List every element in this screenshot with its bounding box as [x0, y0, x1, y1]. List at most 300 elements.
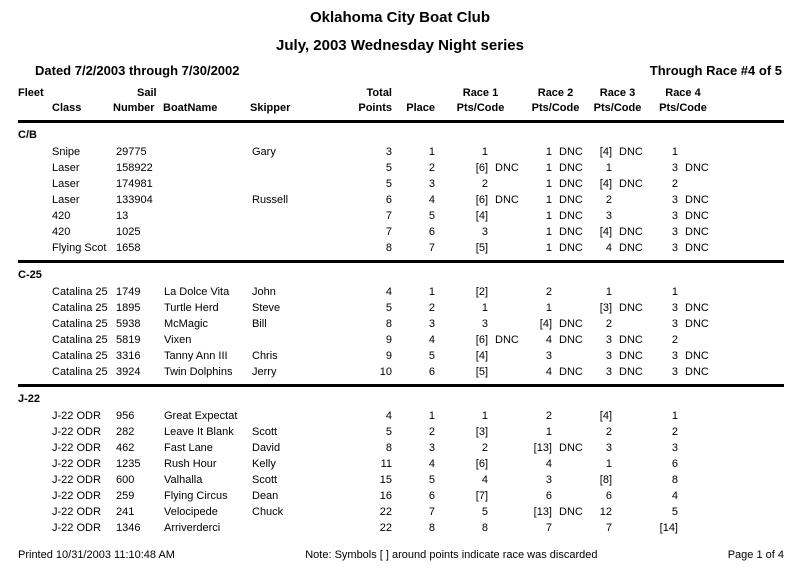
cell-sail-number: 956	[116, 410, 135, 422]
cell-indent	[0, 364, 52, 380]
cell-skipper	[250, 208, 345, 224]
cell-race2-pts: 6	[545, 490, 552, 502]
cell-race3-code: DNC	[619, 350, 643, 362]
cell-boat-name: Arriverderci	[164, 522, 221, 534]
cell-race4-pts: 3	[671, 210, 678, 222]
report-footer	[0, 549, 800, 562]
cell-place: 5	[428, 350, 435, 362]
result-row	[0, 192, 800, 208]
cell-race2-pts: [4]	[539, 318, 552, 330]
cell-boat-name: McMagic	[164, 318, 209, 330]
cell-race4-code	[678, 472, 716, 488]
cell-race4-pts: 3	[671, 442, 678, 454]
cell-indent	[0, 284, 52, 300]
cell-sail-number: 282	[116, 426, 135, 438]
cell-skipper: Chris	[252, 350, 278, 362]
cell-race3-code: DNC	[619, 302, 643, 314]
cell-total-points: 16	[379, 490, 392, 502]
cell-race3-code	[612, 504, 650, 520]
cell-total-points: 4	[385, 410, 392, 422]
cell-place: 1	[428, 146, 435, 158]
cell-race4-code: DNC	[685, 366, 709, 378]
cell-race4-pts: 3	[671, 318, 678, 330]
cell-race1-pts: 8	[481, 522, 488, 534]
cell-indent	[0, 408, 52, 424]
cell-race1-code	[488, 364, 526, 380]
cell-skipper: Scott	[252, 426, 278, 438]
cell-race4-pts: 1	[671, 410, 678, 422]
cell-race2-code: DNC	[559, 242, 583, 254]
cell-race2-pts: 7	[545, 522, 552, 534]
cell-place: 8	[428, 522, 435, 534]
cell-race2-pts: 1	[545, 242, 552, 254]
cell-indent	[0, 520, 52, 536]
result-row	[0, 332, 800, 348]
cell-class: 420	[52, 226, 71, 238]
cell-race1-pts: [4]	[475, 210, 488, 222]
cell-race3-pts: 6	[605, 490, 612, 502]
cell-class: Laser	[52, 162, 80, 174]
cell-race2-pts: 2	[545, 410, 552, 422]
result-row	[0, 504, 800, 520]
cell-skipper	[250, 408, 345, 424]
cell-race3-pts: [4]	[599, 410, 612, 422]
cell-skipper: Scott	[252, 474, 278, 486]
cell-sail-number: 174981	[116, 178, 153, 190]
cell-race2-pts: 1	[545, 146, 552, 158]
cell-place: 6	[428, 490, 435, 502]
cell-total-points: 6	[385, 194, 392, 206]
cell-race4-code	[678, 144, 716, 160]
cell-race4-pts: 3	[671, 302, 678, 314]
col-header-race1-ptscode: Pts/Code	[456, 102, 505, 114]
cell-race3-code	[612, 408, 650, 424]
cell-race4-pts: [14]	[659, 522, 678, 534]
cell-race3-pts: 1	[605, 162, 612, 174]
cell-race1-code	[488, 224, 526, 240]
cell-indent	[0, 240, 52, 256]
cell-race1-code: DNC	[495, 334, 519, 346]
cell-race3-code	[612, 160, 650, 176]
cell-indent	[0, 176, 52, 192]
cell-skipper: Kelly	[252, 458, 276, 470]
cell-class: J-22 ODR	[52, 490, 101, 502]
cell-race4-pts: 1	[671, 146, 678, 158]
result-row	[0, 208, 800, 224]
cell-race2-pts: 1	[545, 210, 552, 222]
report-subtitle: July, 2003 Wednesday Night series	[276, 37, 524, 54]
cell-race3-pts: [3]	[599, 302, 612, 314]
cell-boat-name: Velocipede	[164, 506, 218, 518]
cell-total-points: 7	[385, 226, 392, 238]
cell-race4-code: DNC	[685, 210, 709, 222]
column-headers	[0, 86, 800, 116]
cell-race4-code	[678, 520, 716, 536]
cell-total-points: 8	[385, 318, 392, 330]
cell-race3-pts: 1	[605, 286, 612, 298]
cell-race1-pts: [3]	[475, 426, 488, 438]
cell-race2-pts: 1	[545, 178, 552, 190]
col-header-race2-ptscode: Pts/Code	[531, 102, 580, 114]
cell-skipper: Gary	[252, 146, 276, 158]
cell-place: 2	[428, 302, 435, 314]
result-row	[0, 488, 800, 504]
cell-total-points: 9	[385, 350, 392, 362]
cell-boat-name: Turtle Herd	[164, 302, 219, 314]
cell-sail-number: 29775	[116, 146, 147, 158]
cell-race3-code: DNC	[619, 242, 643, 254]
cell-boat-name: Vixen	[164, 334, 192, 346]
cell-race4-pts: 3	[671, 194, 678, 206]
cell-race4-code	[678, 456, 716, 472]
cell-place: 3	[428, 178, 435, 190]
cell-race1-pts: [6]	[475, 458, 488, 470]
col-header-race3-ptscode: Pts/Code	[593, 102, 642, 114]
cell-place: 5	[428, 210, 435, 222]
cell-race4-pts: 3	[671, 242, 678, 254]
cell-boat-name: Great Expectat	[164, 410, 238, 422]
cell-race3-pts: 2	[605, 426, 612, 438]
cell-race2-code: DNC	[559, 366, 583, 378]
section-divider	[18, 260, 784, 263]
cell-race3-code	[612, 316, 650, 332]
cell-boat-name: Valhalla	[164, 474, 203, 486]
cell-race4-code	[678, 504, 716, 520]
fleet-name: C-25	[18, 269, 42, 281]
printed-timestamp: Printed 10/31/2003 11:10:48 AM	[18, 549, 175, 561]
report-title: Oklahoma City Boat Club	[309, 9, 491, 26]
cell-place: 4	[428, 194, 435, 206]
cell-race4-code	[678, 424, 716, 440]
cell-race3-pts: 2	[605, 318, 612, 330]
cell-total-points: 8	[385, 242, 392, 254]
cell-boat-name: La Dolce Vita	[164, 286, 230, 298]
cell-race4-code: DNC	[685, 242, 709, 254]
cell-race1-code	[488, 424, 526, 440]
cell-sail-number: 5819	[116, 334, 141, 346]
cell-race3-code	[612, 208, 650, 224]
cell-race3-pts: [4]	[599, 178, 612, 190]
cell-race3-code: DNC	[619, 178, 643, 190]
cell-race2-code	[552, 408, 585, 424]
cell-indent	[0, 332, 52, 348]
cell-class: Catalina 25	[52, 318, 108, 330]
cell-race1-code	[488, 284, 526, 300]
col-header-boatname: BoatName	[163, 102, 218, 114]
cell-race4-pts: 6	[671, 458, 678, 470]
cell-race2-code: DNC	[559, 162, 583, 174]
cell-race3-pts: 3	[605, 334, 612, 346]
result-row	[0, 176, 800, 192]
cell-race2-pts: 2	[545, 286, 552, 298]
col-header-race4-ptscode: Pts/Code	[659, 102, 707, 114]
cell-race1-pts: 3	[481, 318, 488, 330]
cell-place: 6	[428, 366, 435, 378]
cell-class: J-22 ODR	[52, 506, 101, 518]
cell-race4-code	[678, 408, 716, 424]
cell-race1-code	[488, 144, 526, 160]
fleet-results	[0, 408, 800, 536]
cell-race2-pts: [13]	[533, 442, 552, 454]
cell-boat-name: Rush Hour	[164, 458, 217, 470]
cell-boat-name	[163, 176, 250, 192]
cell-total-points: 22	[379, 522, 392, 534]
cell-boat-name: Fast Lane	[164, 442, 213, 454]
cell-race2-pts: 1	[545, 426, 552, 438]
cell-race1-code	[488, 300, 526, 316]
cell-race4-code: DNC	[685, 194, 709, 206]
cell-race1-pts: 2	[481, 442, 488, 454]
cell-class: Laser	[52, 178, 80, 190]
cell-race1-pts: [6]	[475, 334, 488, 346]
cell-indent	[0, 192, 52, 208]
cell-indent	[0, 424, 52, 440]
cell-sail-number: 600	[116, 474, 135, 486]
cell-race4-pts: 2	[671, 426, 678, 438]
cell-class: J-22 ODR	[52, 426, 101, 438]
cell-sail-number: 1658	[116, 242, 141, 254]
cell-race2-code	[552, 300, 585, 316]
cell-indent	[0, 316, 52, 332]
cell-class: J-22 ODR	[52, 522, 101, 534]
cell-race4-pts: 2	[671, 178, 678, 190]
cell-race1-pts: [6]	[475, 194, 488, 206]
cell-place: 2	[428, 162, 435, 174]
col-header-class: Class	[52, 102, 82, 114]
cell-race3-code	[612, 440, 650, 456]
cell-race2-code	[552, 488, 585, 504]
cell-race1-code	[488, 504, 526, 520]
cell-indent	[0, 160, 52, 176]
cell-race4-pts: 1	[671, 286, 678, 298]
cell-race3-pts: 7	[605, 522, 612, 534]
cell-sail-number: 462	[116, 442, 135, 454]
cell-indent	[0, 224, 52, 240]
cell-skipper: David	[252, 442, 281, 454]
col-header-sail: Sail	[137, 87, 157, 99]
cell-race2-code: DNC	[559, 506, 583, 518]
result-row	[0, 364, 800, 380]
result-row	[0, 316, 800, 332]
cell-race1-code	[488, 440, 526, 456]
cell-race4-code: DNC	[685, 318, 709, 330]
cell-race3-code	[612, 472, 650, 488]
cell-sail-number: 241	[116, 506, 135, 518]
col-header-race2: Race 2	[537, 87, 574, 99]
cell-race2-pts: 3	[545, 350, 552, 362]
cell-race4-code	[678, 488, 716, 504]
cell-race4-code: DNC	[685, 162, 709, 174]
result-row	[0, 472, 800, 488]
cell-place: 3	[428, 318, 435, 330]
cell-sail-number: 1895	[116, 302, 141, 314]
cell-race1-pts: 4	[481, 474, 488, 486]
cell-race3-code	[612, 520, 650, 536]
cell-race1-code	[488, 408, 526, 424]
cell-race1-pts: 1	[481, 146, 488, 158]
cell-race3-code	[612, 284, 650, 300]
discard-note: Note: Symbols [ ] around points indicate race was discarded	[305, 549, 598, 561]
cell-skipper: Dean	[252, 490, 279, 502]
cell-race1-code	[488, 176, 526, 192]
cell-skipper: Bill	[252, 318, 267, 330]
cell-boat-name	[163, 224, 250, 240]
col-header-place: Place	[406, 102, 435, 114]
cell-race2-code: DNC	[559, 178, 583, 190]
results-table	[0, 129, 800, 536]
cell-sail-number: 1235	[116, 458, 141, 470]
result-row	[0, 284, 800, 300]
cell-total-points: 9	[385, 334, 392, 346]
cell-sail-number: 133904	[116, 194, 153, 206]
cell-skipper: Russell	[252, 194, 289, 206]
col-header-total: Total	[366, 87, 392, 99]
col-header-race1: Race 1	[462, 87, 499, 99]
result-row	[0, 440, 800, 456]
cell-place: 4	[428, 458, 435, 470]
cell-class: J-22 ODR	[52, 410, 101, 422]
cell-race2-code: DNC	[559, 194, 583, 206]
cell-race1-code	[488, 456, 526, 472]
cell-race3-pts: 3	[605, 210, 612, 222]
cell-race3-code	[612, 488, 650, 504]
cell-indent	[0, 488, 52, 504]
cell-race4-code	[678, 440, 716, 456]
cell-place: 6	[428, 226, 435, 238]
cell-race1-code	[488, 348, 526, 364]
cell-race2-code	[552, 520, 585, 536]
cell-race2-code	[552, 424, 585, 440]
cell-race1-code	[488, 316, 526, 332]
cell-race2-pts: 4	[545, 458, 552, 470]
through-race-label: Through Race #4 of 5	[649, 63, 782, 78]
cell-race4-code: DNC	[685, 350, 709, 362]
cell-race2-code	[552, 284, 585, 300]
cell-race1-code: DNC	[495, 194, 519, 206]
cell-skipper: John	[252, 286, 276, 298]
cell-race2-code	[552, 456, 585, 472]
cell-race3-pts: 3	[605, 350, 612, 362]
cell-race1-pts: 1	[481, 410, 488, 422]
result-row	[0, 348, 800, 364]
cell-skipper	[250, 176, 345, 192]
cell-sail-number: 1749	[116, 286, 141, 298]
cell-race3-pts: 12	[599, 506, 612, 518]
cell-race2-pts: 1	[545, 194, 552, 206]
cell-race4-pts: 2	[671, 334, 678, 346]
col-header-race4: Race 4	[665, 87, 701, 99]
result-row	[0, 424, 800, 440]
cell-indent	[0, 456, 52, 472]
cell-sail-number: 1346	[116, 522, 141, 534]
cell-place: 1	[428, 410, 435, 422]
result-row	[0, 144, 800, 160]
cell-indent	[0, 472, 52, 488]
cell-sail-number: 5938	[116, 318, 141, 330]
cell-race1-code	[488, 472, 526, 488]
cell-race4-code: DNC	[685, 302, 709, 314]
cell-total-points: 10	[379, 366, 392, 378]
cell-race1-pts: [7]	[475, 490, 488, 502]
cell-place: 2	[428, 426, 435, 438]
cell-indent	[0, 504, 52, 520]
cell-race3-pts: [8]	[599, 474, 612, 486]
cell-boat-name	[163, 240, 250, 256]
cell-race2-pts: 1	[545, 302, 552, 314]
cell-race1-pts: [2]	[475, 286, 488, 298]
cell-race3-code	[612, 456, 650, 472]
cell-boat-name	[163, 144, 250, 160]
cell-total-points: 4	[385, 286, 392, 298]
cell-race2-code: DNC	[559, 334, 583, 346]
cell-total-points: 5	[385, 178, 392, 190]
cell-class: Catalina 25	[52, 366, 108, 378]
cell-race3-code: DNC	[619, 146, 643, 158]
cell-race3-pts: [4]	[599, 146, 612, 158]
cell-race3-code	[612, 424, 650, 440]
cell-race2-pts: 1	[545, 162, 552, 174]
cell-race1-code	[488, 488, 526, 504]
cell-race4-pts: 5	[671, 506, 678, 518]
cell-race3-pts: 4	[605, 242, 612, 254]
cell-place: 1	[428, 286, 435, 298]
cell-skipper	[250, 240, 345, 256]
cell-race1-code: DNC	[495, 162, 519, 174]
cell-class: Laser	[52, 194, 80, 206]
cell-class: Catalina 25	[52, 302, 108, 314]
cell-total-points: 8	[385, 442, 392, 454]
col-header-points: Points	[358, 102, 392, 114]
cell-boat-name	[163, 192, 250, 208]
result-row	[0, 408, 800, 424]
cell-race2-pts: [13]	[533, 506, 552, 518]
cell-race3-code: DNC	[619, 334, 643, 346]
cell-race4-pts: 3	[671, 226, 678, 238]
result-row	[0, 224, 800, 240]
result-row	[0, 456, 800, 472]
cell-sail-number: 3316	[116, 350, 141, 362]
cell-boat-name: Twin Dolphins	[164, 366, 233, 378]
cell-skipper: Jerry	[252, 366, 277, 378]
page-number: Page 1 of 4	[727, 549, 784, 561]
cell-race2-code	[552, 472, 585, 488]
cell-indent	[0, 144, 52, 160]
cell-race4-code	[678, 176, 716, 192]
cell-boat-name: Leave It Blank	[164, 426, 234, 438]
cell-indent	[0, 348, 52, 364]
cell-class: Flying Scot	[52, 242, 107, 254]
col-header-fleet: Fleet	[18, 87, 44, 99]
cell-race2-code	[552, 348, 585, 364]
cell-race4-code	[678, 284, 716, 300]
result-row	[0, 160, 800, 176]
cell-total-points: 22	[379, 506, 392, 518]
cell-race4-pts: 3	[671, 350, 678, 362]
cell-sail-number: 13	[116, 210, 129, 222]
cell-boat-name: Tanny Ann III	[164, 350, 228, 362]
cell-race3-pts: 3	[605, 442, 612, 454]
result-row	[0, 240, 800, 256]
cell-boat-name	[163, 160, 250, 176]
cell-skipper: Steve	[252, 302, 281, 314]
cell-race3-pts: 1	[605, 458, 612, 470]
result-row	[0, 520, 800, 536]
cell-place: 7	[428, 242, 435, 254]
cell-place: 3	[428, 442, 435, 454]
cell-place: 4	[428, 334, 435, 346]
cell-race1-pts: 1	[481, 302, 488, 314]
cell-skipper	[250, 520, 345, 536]
